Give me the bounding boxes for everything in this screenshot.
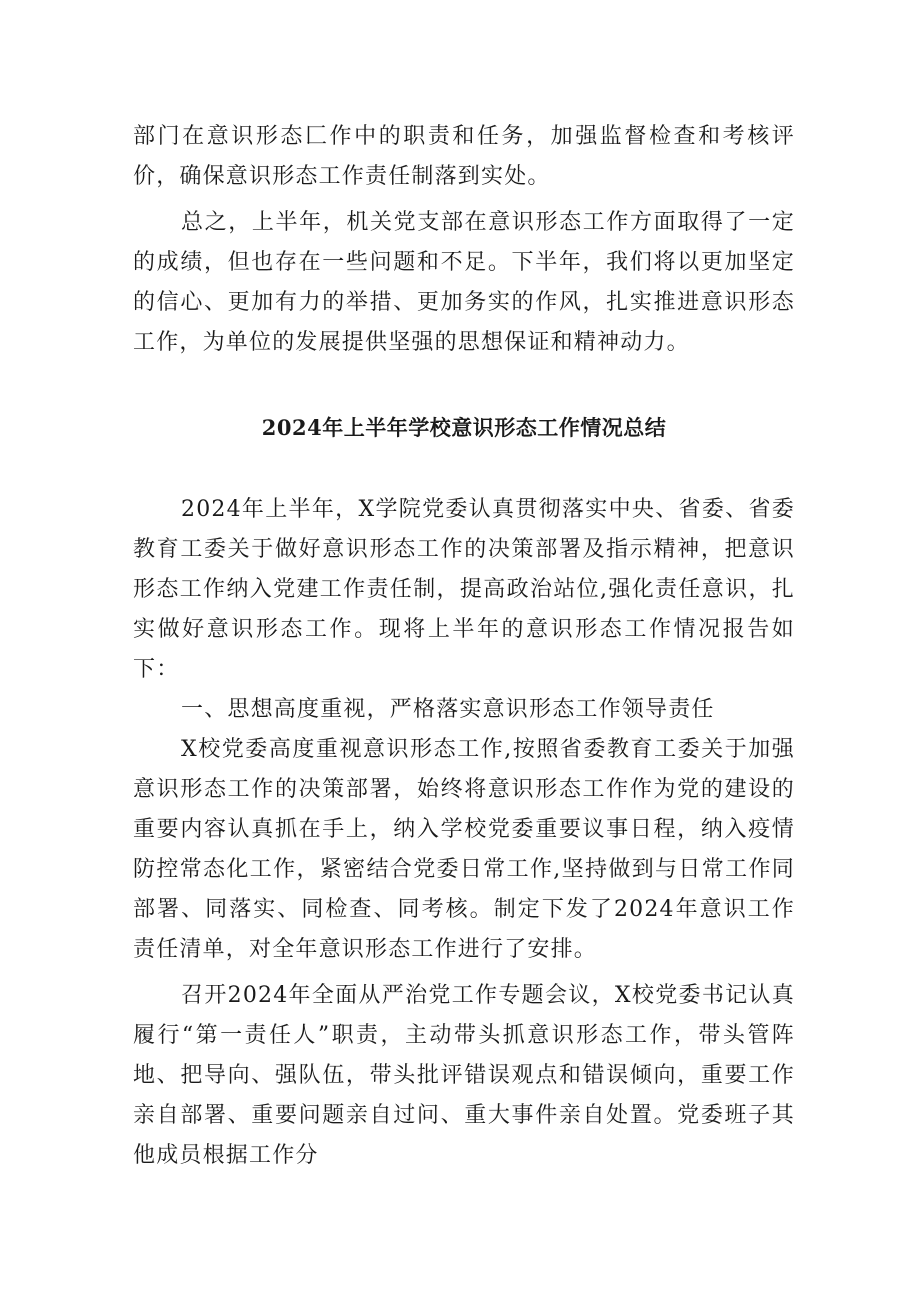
paragraph-intro: 2024年上半年，X学院党委认真贯彻落实中央、省委、省委教育工委关于做好意识形态工作的决策部署及指示精神，把意识形态工作纳入党建工作责任制，提高政治站位,强化责任意识，扎实做好意识形态工作。现将上半年的意识形态工作情况报告如下： [133, 497, 795, 682]
paragraph-section-1-body-1: X校党委高度重视意识形态工作,按照省委教育工委关于加强意识形态工作的决策部署，始终将意识形态工作作为党的建设的重要内容认真抓在手上，纳入学校党委重要议事日程，纳入疫情防控常态化工作，紧密结合党委日常工作,坚持做到与日常工作同部署、同落实、同检查、同考核。制定下发了2024年意识工作责任清单，对全年意识形态工作进行了安排。 [133, 737, 795, 962]
paragraph-section-1-body-2: 召开2024年全面从严治党工作专题会议，X校党委书记认真履行“第一责任人”职责，主动带头抓意识形态工作，带头管阵地、把导向、强队伍，带头批评错误观点和错误倾向，重要工作亲自部署、重要问题亲自过问、重大事件亲自处置。党委班子其他成员根据工作分 [133, 983, 795, 1168]
paragraph-continued: 部门在意识形态匚作中的职责和任务，加强监督检查和考核评价，确保意识形态工作责任制落到实处。 [133, 124, 795, 189]
document-title: 2024年上半年学校意识形态工作情况总结 [261, 415, 667, 440]
document-body [133, 117, 795, 1176]
section-heading: 一、思想高度重视，严格落实意识形态工作领导责任 [181, 697, 715, 722]
paragraph-summary: 总之，上半年，机关党支部在意识形态工作方面取得了一定的成绩，但也存在一些问题和不足。下半年，我们将以更加坚定的信心、更加有力的举措、更加务实的作风，扎实推进意识形态工作，为单位的发展提供坚强的思想保证和精神动力。 [133, 210, 795, 355]
